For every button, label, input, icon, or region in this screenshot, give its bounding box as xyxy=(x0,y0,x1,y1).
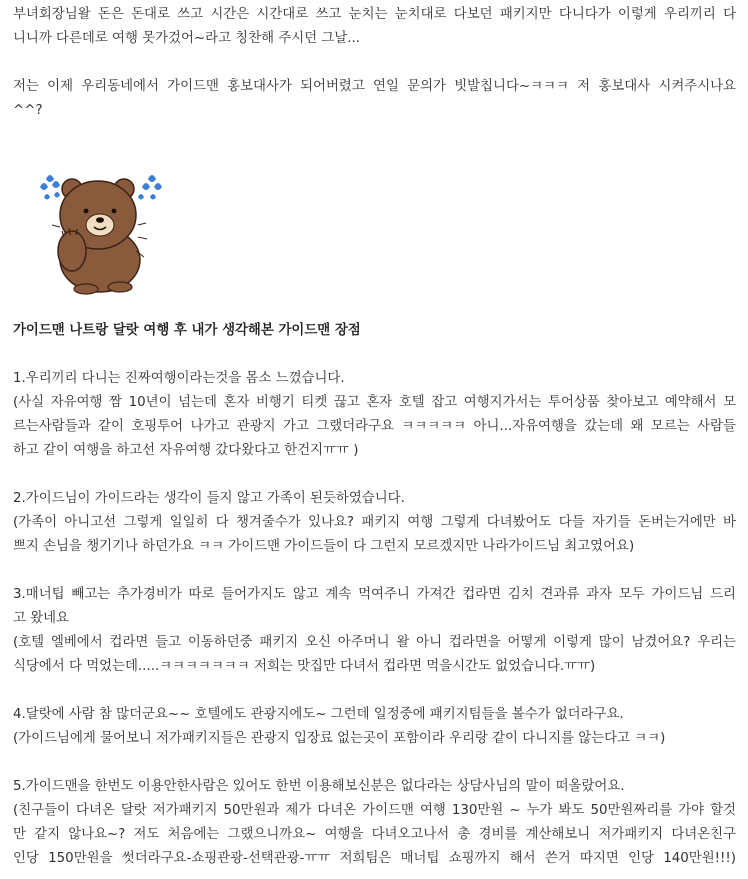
sweat-drops-right xyxy=(138,175,162,200)
point-detail: 쁘지 손님을 챙기기나 하던가요 ㅋㅋ 가이드맨 가이드들이 다 그런지 모르겠지만 나라가이드님 최고였어요) xyxy=(13,539,635,554)
brown-bear-sweating-icon xyxy=(30,165,170,295)
point-detail: (호텔 엘베에서 컵라면 들고 이동하던중 패키지 오신 아주머니 왈 아니 컵라면을 어떻게 이렇게 많이 남겼어요? 우리는 xyxy=(13,635,736,650)
point-detail: 식당에서 다 먹었는데.....ㅋㅋㅋㅋㅋㅋㅋ 저희는 맛집만 다녀서 컵라면 먹을시간도 없었습니다.ㅠㅠ) xyxy=(13,659,596,674)
post-body xyxy=(13,0,736,871)
point-detail: (가이드님에게 물어보니 저가패키지들은 관광지 입장료 없는곳이 포함이라 우리랑 같이 다니지를 않는다고 ㅋㅋ) xyxy=(13,731,666,746)
point-detail: (사실 자유여행 짬 10년이 넘는데 혼자 비행기 티켓 끊고 혼자 호텔 잡고 여행지가서는 투어상품 찾아보고 예약해서 모 xyxy=(13,395,736,410)
point-title: 5.가이드맨을 한번도 이용안한사람은 있어도 한번 이용해보신분은 없다라는 상담사님의 말이 떠올랐어요. xyxy=(13,779,625,794)
section-heading: 가이드맨 나트랑 달랏 여행 후 내가 생각해본 가이드맨 장점 xyxy=(13,323,361,338)
point-detail: 하고 같이 여행을 하고선 자유여행 갔다왔다고 한건지ㅠㅠ ) xyxy=(13,443,359,458)
point-title: 1.우리끼리 다니는 진짜여행이라는것을 몸소 느꼈습니다. xyxy=(13,371,345,386)
point-detail: (친구들이 다녀온 달랏 저가패키지 50만원과 제가 다녀온 가이드맨 여행 130만원 ~ 누가 봐도 50만원짜리를 가야 할것 xyxy=(13,803,736,818)
point-title: 고 왔네요 xyxy=(13,611,69,626)
point-title: 4.달랏에 사람 참 많더군요~~ 호텔에도 관광지에도~ 그런데 일정중에 패키지팀들을 볼수가 없더라구요. xyxy=(13,707,624,722)
intro-line: 니니까 다른데로 여행 못가겄어~라고 칭찬해 주시던 그날... xyxy=(13,31,361,46)
sweat-drops-left xyxy=(40,175,60,200)
point-title: 3.매너팁 빼고는 추가경비가 따로 들어가지도 않고 계속 먹여주니 가져간 컵라면 김치 견과류 과자 모두 가이드님 드리 xyxy=(13,587,736,602)
point-detail: 르는사람들과 같이 호핑투어 나가고 관광지 가고 그랬더라구요 ㅋㅋㅋㅋㅋ 아니...자유여행을 갔는데 왜 모르는 사람들 xyxy=(13,419,736,434)
point-detail: (가족이 아니고선 그렇게 일일히 다 챙겨줄수가 있나요? 패키지 여행 그렇게 다녀봤어도 다들 자기들 돈버는거에만 바 xyxy=(13,515,736,530)
point-detail: 만 같지 않나요~? 저도 처음에는 그랬으니까요~ 여행을 다녀오고나서 총 경비를 계산해보니 저가패키지 다녀온친구 xyxy=(13,827,736,842)
point-detail: 인당 150만원을 썻더라구요-쇼핑관광-선택관광-ㅠㅠ 저희팀은 매너팁 쇼핑까지 해서 쓴거 따지면 인당 140만원!!!) xyxy=(13,851,736,866)
intro-line: 부녀회장님왈 돈은 돈대로 쓰고 시간은 시간대로 쓰고 눈치는 눈치대로 다보던 패키지만 다니다가 이렇게 우리끼리 다 xyxy=(13,7,736,22)
intro-line: ^^? xyxy=(13,103,43,118)
intro-line: 저는 이제 우리동네에서 가이드맨 홍보대사가 되어버렸고 연일 문의가 빗발칩니다~ㅋㅋㅋ 저 홍보대사 시켜주시나요 xyxy=(13,79,736,94)
point-title: 2.가이드님이 가이드라는 생각이 들지 않고 가족이 된듯하였습니다. xyxy=(13,491,405,506)
